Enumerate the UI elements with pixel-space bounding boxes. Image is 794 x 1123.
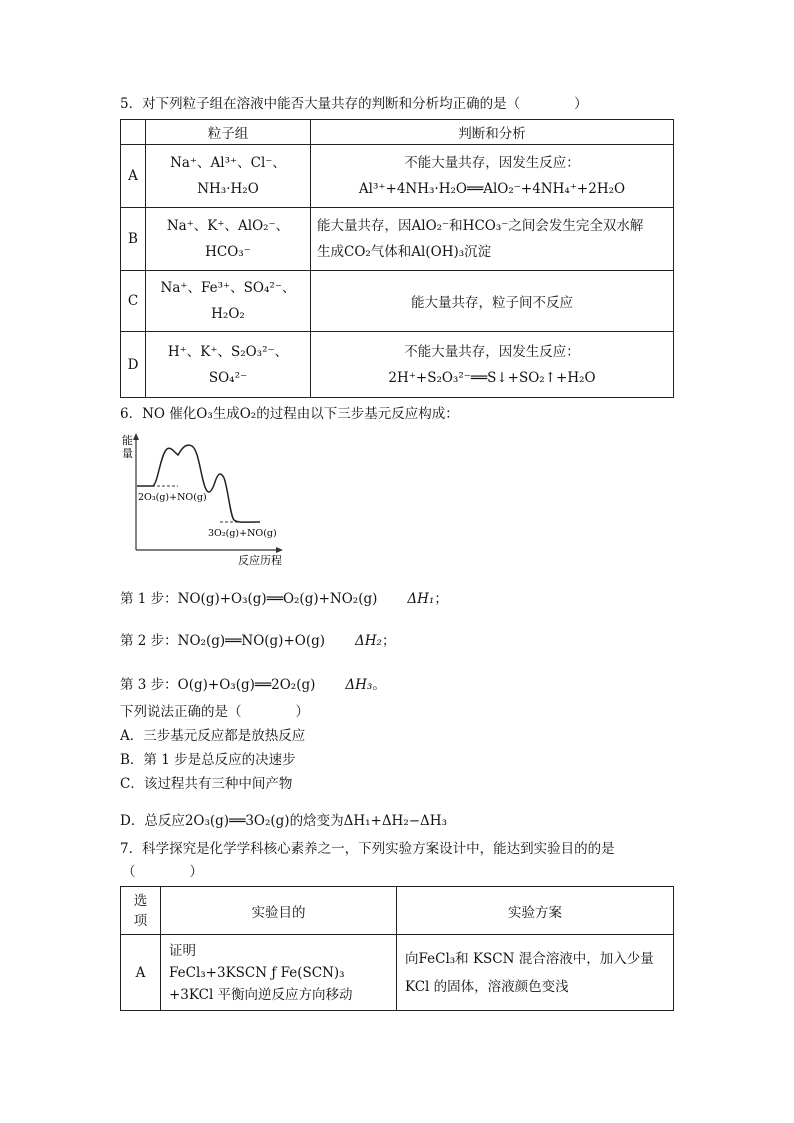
particles-line: H⁺、K⁺、S₂O₃²⁻、 <box>167 343 289 360</box>
q6-step-1 <box>120 589 448 609</box>
y-axis-arrow <box>133 433 139 440</box>
y-axis-label-1: 能 <box>122 434 133 447</box>
row-label: A <box>121 935 161 1011</box>
start-state-label: 2O₃(g)+NO(g) <box>138 492 207 503</box>
plan-line: 向FeCl₃和 KSCN 混合溶液中，加入少量 <box>405 950 654 967</box>
energy-curve <box>137 445 260 522</box>
step-prefix: 第 2 步： <box>120 633 178 649</box>
row-label: C <box>121 271 146 332</box>
q6-option-b: B．第 1 步是总反应的决速步 <box>120 752 296 768</box>
q6-step-2 <box>120 631 395 651</box>
q7-row-a <box>121 935 674 1011</box>
row-label: D <box>121 332 146 398</box>
q6-stem: 6．NO 催化O₃生成O₂的过程由以下三步基元反应构成： <box>120 406 459 422</box>
analysis-line: Al³⁺+4NH₃·H₂O══AlO₂⁻+4NH₄⁺+2H₂O <box>358 181 626 197</box>
particles-line: NH₃·H₂O <box>197 181 259 197</box>
particles-line: Na⁺、Fe³⁺、SO₄²⁻、 <box>160 280 296 296</box>
q5-row-b <box>121 208 674 271</box>
particles-line: SO₄²⁻ <box>208 369 248 386</box>
q7-header-option <box>121 887 161 935</box>
row-label: A <box>121 145 146 208</box>
step-end: ； <box>434 591 448 607</box>
q5-table <box>120 119 674 398</box>
particles-cell <box>146 145 311 208</box>
q7-stem-line-1: 7．科学探究是化学学科核心素养之一，下列实验方案设计中，能达到实验目的的是 <box>120 841 615 857</box>
q6-step-3 <box>120 675 386 695</box>
q5-stem: 5．对下列粒子组在溶液中能否大量共存的判断和分析均正确的是（ ） <box>120 96 588 112</box>
purpose-line: +3KCl 平衡向逆反应方向移动 <box>169 986 353 1003</box>
analysis-line: 2H⁺+S₂O₃²⁻══S↓+SO₂↑+H₂O <box>388 369 596 386</box>
y-axis-label-2: 量 <box>122 447 133 460</box>
analysis-cell <box>311 208 674 271</box>
plan-cell <box>397 935 674 1011</box>
purpose-cell <box>161 935 397 1011</box>
q5-row-d <box>121 332 674 398</box>
q6-option-d: D．总反应2O₃(g)══3O₂(g)的焓变为ΔH₁+ΔH₂−ΔH₃ <box>120 813 447 829</box>
step-end: ； <box>381 633 396 649</box>
q7-header-option-text: 选项 <box>133 892 148 929</box>
analysis-cell: 能大量共存，粒子间不反应 <box>311 271 674 332</box>
step-equation: O(g)+O₃(g)══2O₂(g) <box>177 677 316 693</box>
q5-header-blank <box>121 120 146 145</box>
q6-question: 下列说法正确的是（ ） <box>120 704 309 720</box>
particles-cell <box>146 271 311 332</box>
plan-line: KCl 的固体，溶液颜色变浅 <box>405 978 569 995</box>
particles-cell <box>146 332 311 398</box>
energy-diagram <box>120 430 290 568</box>
particles-line: Na⁺、Al³⁺、Cl⁻、 <box>170 155 286 171</box>
q7-header-plan: 实验方案 <box>397 887 674 935</box>
q5-row-a <box>121 145 674 208</box>
particles-line: Na⁺、K⁺、AlO₂⁻、 <box>166 218 290 234</box>
step-enthalpy: ΔH₁ <box>407 591 435 607</box>
row-label: B <box>121 208 146 271</box>
analysis-line: 能大量共存，因AlO₂⁻和HCO₃⁻之间会发生完全双水解 <box>317 218 644 234</box>
q6-option-c: C．该过程共有三种中间产物 <box>120 776 293 792</box>
particles-line: H₂O₂ <box>211 306 245 322</box>
particles-line: HCO₃⁻ <box>205 244 251 260</box>
analysis-line: 不能大量共存，因发生反应： <box>404 343 580 360</box>
step-equation: NO₂(g)══NO(g)+O(g) <box>177 633 326 649</box>
step-end: 。 <box>372 677 386 693</box>
analysis-line: 生成CO₂气体和Al(OH)₃沉淀 <box>317 244 492 260</box>
purpose-line: FeCl₃+3KSCN ƒ Fe(SCN)₃ <box>169 964 345 981</box>
step-prefix: 第 1 步： <box>120 591 178 607</box>
step-prefix: 第 3 步： <box>120 677 178 693</box>
step-enthalpy: ΔH₂ <box>355 633 382 649</box>
analysis-line: 不能大量共存，因发生反应： <box>404 155 580 171</box>
step-enthalpy: ΔH₃ <box>345 677 373 693</box>
x-axis-arrow <box>276 547 283 553</box>
q7-table <box>120 886 674 1011</box>
analysis-cell <box>311 145 674 208</box>
q5-header-analysis: 判断和分析 <box>311 120 674 145</box>
q7-stem-line-2: （ ） <box>122 864 203 880</box>
x-axis-label: 反应历程 <box>238 554 282 567</box>
q5-header-particles: 粒子组 <box>146 120 311 145</box>
end-state-label: 3O₂(g)+NO(g) <box>208 528 277 539</box>
q5-row-c <box>121 271 674 332</box>
particles-cell <box>146 208 311 271</box>
analysis-cell <box>311 332 674 398</box>
step-equation: NO(g)+O₃(g)══O₂(g)+NO₂(g) <box>177 591 378 607</box>
q7-header-purpose: 实验目的 <box>161 887 397 935</box>
purpose-line: 证明 <box>169 942 196 959</box>
q6-option-a: A．三步基元反应都是放热反应 <box>120 728 306 744</box>
